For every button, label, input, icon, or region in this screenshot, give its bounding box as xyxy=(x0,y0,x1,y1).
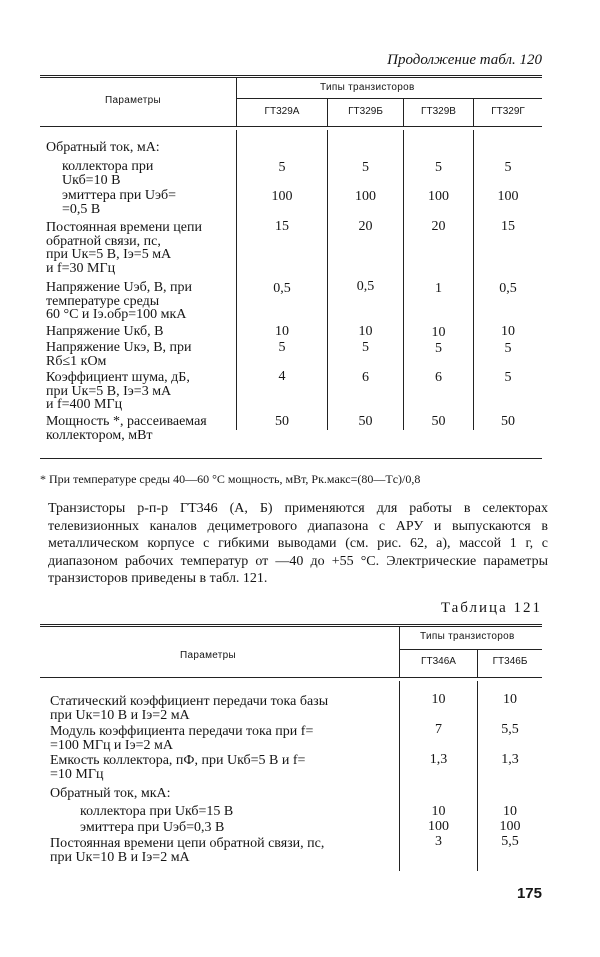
table-cell: 15 xyxy=(275,219,289,234)
table-cell: 50 xyxy=(501,414,515,429)
table-cell: 1,3 xyxy=(429,752,448,767)
table-cell: 0,5 xyxy=(273,281,291,296)
table-121-header-rule xyxy=(40,677,542,678)
table-cell: 6 xyxy=(435,370,442,385)
table-cell: 1 xyxy=(435,281,442,296)
table-cell: 1,3 xyxy=(501,752,519,767)
column-header: ГТ329А xyxy=(264,106,300,117)
table-cell: 5 xyxy=(435,341,442,356)
column-header: ГТ329В xyxy=(421,106,456,117)
table-120-param-header: Параметры xyxy=(105,95,162,106)
table-cell: 10 xyxy=(503,692,517,707)
table-row-label: Обратный ток, мкА: xyxy=(50,786,171,801)
table-cell: 10 xyxy=(431,804,446,819)
table-120-types-rule xyxy=(236,98,542,99)
table-cell: 100 xyxy=(355,189,376,204)
table-row-label: Модуль коэффициента передачи тока при f= =100 МГц и Iэ=2 мА xyxy=(50,724,314,753)
table-cell: 10 xyxy=(431,325,446,340)
table-121-param-header: Параметры xyxy=(180,650,237,661)
table-cell: 5,5 xyxy=(501,722,519,737)
table-cell: 10 xyxy=(431,692,446,707)
table-row-label: Статический коэффициент передачи тока базы при Uк=10 В и Iэ=2 мА xyxy=(50,694,329,723)
table-row-label: Коэффициент шума, дБ, при Uк=5 В, Iэ=3 мА и f=400 МГц xyxy=(46,370,190,413)
body-paragraph: Транзисторы р-п-р ГТ346 (А, Б) применяются для работы в селекторах телевизионных каналов дециметрового диапазона с АРУ и выпускаются в металлическом корпусе с гибкими выводами (см. рис. 62, а), массой 1 г, с диапазоном рабочих температур от —40 до +55 °С. Электрические параметры транзисторов приведены в табл. 121. xyxy=(48,501,548,586)
table-cell: 5,5 xyxy=(501,834,519,849)
table-cell: 10 xyxy=(358,324,373,339)
table-121-header-divider xyxy=(399,627,400,677)
table-cell: 0,5 xyxy=(356,279,375,294)
table-121-types-header: Типы транзисторов xyxy=(420,631,515,642)
column-header: ГТ329Б xyxy=(348,106,383,117)
table-cell: 100 xyxy=(271,189,293,204)
table-120-footnote: * При температуре среды 40—60 °С мощность, мВт, Pк.макс=(80—Tс)/0,8 xyxy=(40,472,421,486)
table-cell: 4 xyxy=(278,369,286,384)
table-row-label: эмиттера при Uэб= =0,5 В xyxy=(62,188,177,217)
table-row-label: эмиттера при Uэб=0,3 В xyxy=(80,820,225,835)
table-cell: 7 xyxy=(435,722,442,737)
table-row-label: Постоянная времени цепи обратной связи, пс, при Uк=5 В, Iэ=5 мА и f=30 МГц xyxy=(46,220,202,276)
table-120-continuation-caption: Продолжение табл. 120 xyxy=(387,52,542,68)
table-cell: 0,5 xyxy=(499,281,517,296)
table-120-bottom-rule xyxy=(40,458,542,459)
table-cell: 10 xyxy=(501,324,515,339)
table-cell: 5 xyxy=(278,160,286,175)
table-row-label: коллектора при Uкб=10 В xyxy=(62,159,154,188)
table-120-types-header: Типы транзисторов xyxy=(320,82,415,93)
table-row-label: Обратный ток, мА: xyxy=(46,140,160,155)
table-row-label: Емкость коллектора, пФ, при Uкб=5 В и f= =10 МГц xyxy=(50,753,306,782)
table-row-label: коллектора при Uкб=15 В xyxy=(80,804,234,819)
table-cell: 5 xyxy=(362,160,369,175)
table-cell: 100 xyxy=(428,189,449,204)
table-row-label: Мощность *, рассеиваемая коллектором, мВт xyxy=(46,414,207,443)
table-120-header-divider xyxy=(236,78,237,126)
table-cell: 5 xyxy=(504,341,512,356)
table-cell: 5 xyxy=(504,370,512,385)
column-header: ГТ346Б xyxy=(492,656,528,667)
table-121-top-rule-double xyxy=(40,626,542,627)
table-cell: 5 xyxy=(435,160,442,175)
table-cell: 5 xyxy=(504,160,512,175)
table-row-label: Напряжение Uэб, В, при температуре среды 60 °С и Iэ.обр=100 мкА xyxy=(46,280,193,323)
table-cell: 100 xyxy=(497,189,519,204)
column-header: ГТ329Г xyxy=(491,106,525,117)
table-row-label: Постоянная времени цепи обратной связи, пс, при Uк=10 В и Iэ=2 мА xyxy=(50,836,325,865)
table-cell: 10 xyxy=(503,804,517,819)
table-cell: 15 xyxy=(501,219,515,234)
table-cell: 100 xyxy=(428,819,449,834)
table-cell: 10 xyxy=(275,324,289,339)
table-cell: 50 xyxy=(358,414,373,429)
page-number: 175 xyxy=(516,885,542,902)
table-row-label: Напряжение Uкб, В xyxy=(46,324,164,339)
table-120-top-rule xyxy=(40,75,542,76)
table-121-types-rule xyxy=(399,649,542,650)
table-cell: 20 xyxy=(431,219,446,234)
table-120-top-rule-double xyxy=(40,77,542,78)
table-121-top-rule xyxy=(40,624,542,625)
table-cell: 100 xyxy=(499,819,521,834)
table-cell: 50 xyxy=(431,414,446,429)
table-121-caption: Таблица 121 xyxy=(440,600,542,616)
table-cell: 3 xyxy=(435,834,442,849)
table-cell: 20 xyxy=(358,219,373,234)
table-cell: 5 xyxy=(362,340,369,355)
table-120-header-rule xyxy=(40,126,542,127)
table-cell: 50 xyxy=(275,414,289,429)
table-cell: 6 xyxy=(362,370,369,385)
table-row-label: Напряжение Uкэ, В, при Rб≤1 кОм xyxy=(46,340,192,369)
column-header: ГТ346А xyxy=(421,656,456,667)
table-cell: 5 xyxy=(278,340,286,355)
